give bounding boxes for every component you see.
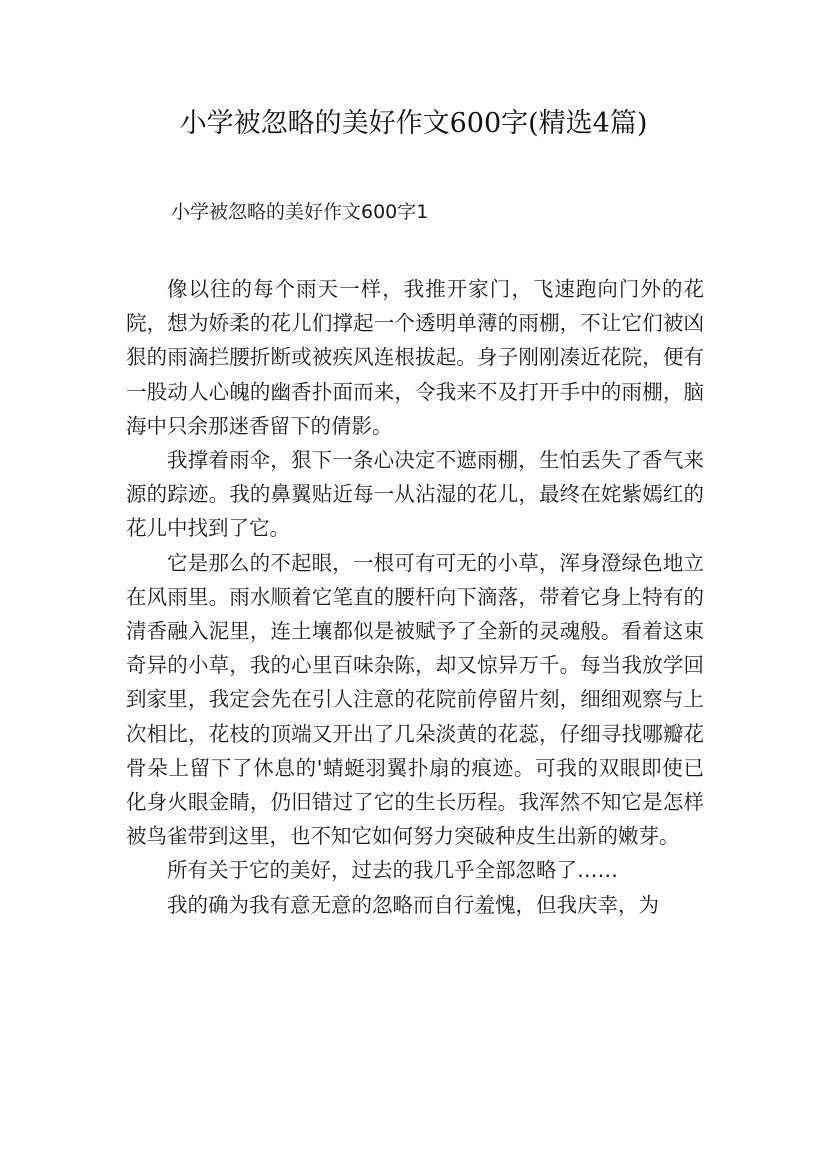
section-heading: 小学被忽略的美好作文600字1 bbox=[171, 201, 429, 223]
paragraph: 像以往的每个雨天一样，我推开家门，飞速跑向门外的花院，想为娇柔的花儿们撑起一个透明单薄的雨棚，不让它们被凶狠的雨滴拦腰折断或被疾风连根拔起。身子刚刚凑近花院，便有一股动人心魄的幽香扑面而来，令我来不及打开手中的雨棚，脑海中只余那迷香留下的倩影。 bbox=[126, 277, 704, 438]
paragraph: 所有关于它的美好，过去的我几乎全部忽略了…… bbox=[167, 858, 618, 883]
article-body bbox=[126, 272, 704, 922]
document-title: 小学被忽略的美好作文600字(精选4篇) bbox=[179, 108, 648, 139]
paragraph: 我撑着雨伞，狠下一条心决定不遮雨棚，生怕丢失了香气来源的踪迹。我的鼻翼贴近每一从沾湿的花儿，最终在姹紫嫣红的花儿中找到了它。 bbox=[126, 448, 704, 541]
paragraph: 它是那么的不起眼，一根可有可无的小草，浑身澄绿色地立在风雨里。雨水顺着它笔直的腰杆向下滴落，带着它身上特有的清香融入泥里，连土壤都似是被赋予了全新的灵魂般。看着这束奇异的小草，我的心里百味杂陈，却又惊异万千。每当我放学回到家里，我定会先在引人注意的花院前停留片刻，细细观察与上次相比，花枝的顶端又开出了几朵淡黄的花蕊，仔细寻找哪瓣花骨朵上留下了休息的'蜻蜓羽翼扑扇的痕迹。可我的双眼即使已化身火眼金睛，仍旧错过了它的生长历程。我浑然不知它是怎样被鸟雀带到这里，也不知它如何努力突破种皮生出新的嫩芽。 bbox=[126, 550, 704, 849]
paragraph: 我的确为我有意无意的忽略而自行羞愧，但我庆幸，为 bbox=[167, 892, 659, 917]
